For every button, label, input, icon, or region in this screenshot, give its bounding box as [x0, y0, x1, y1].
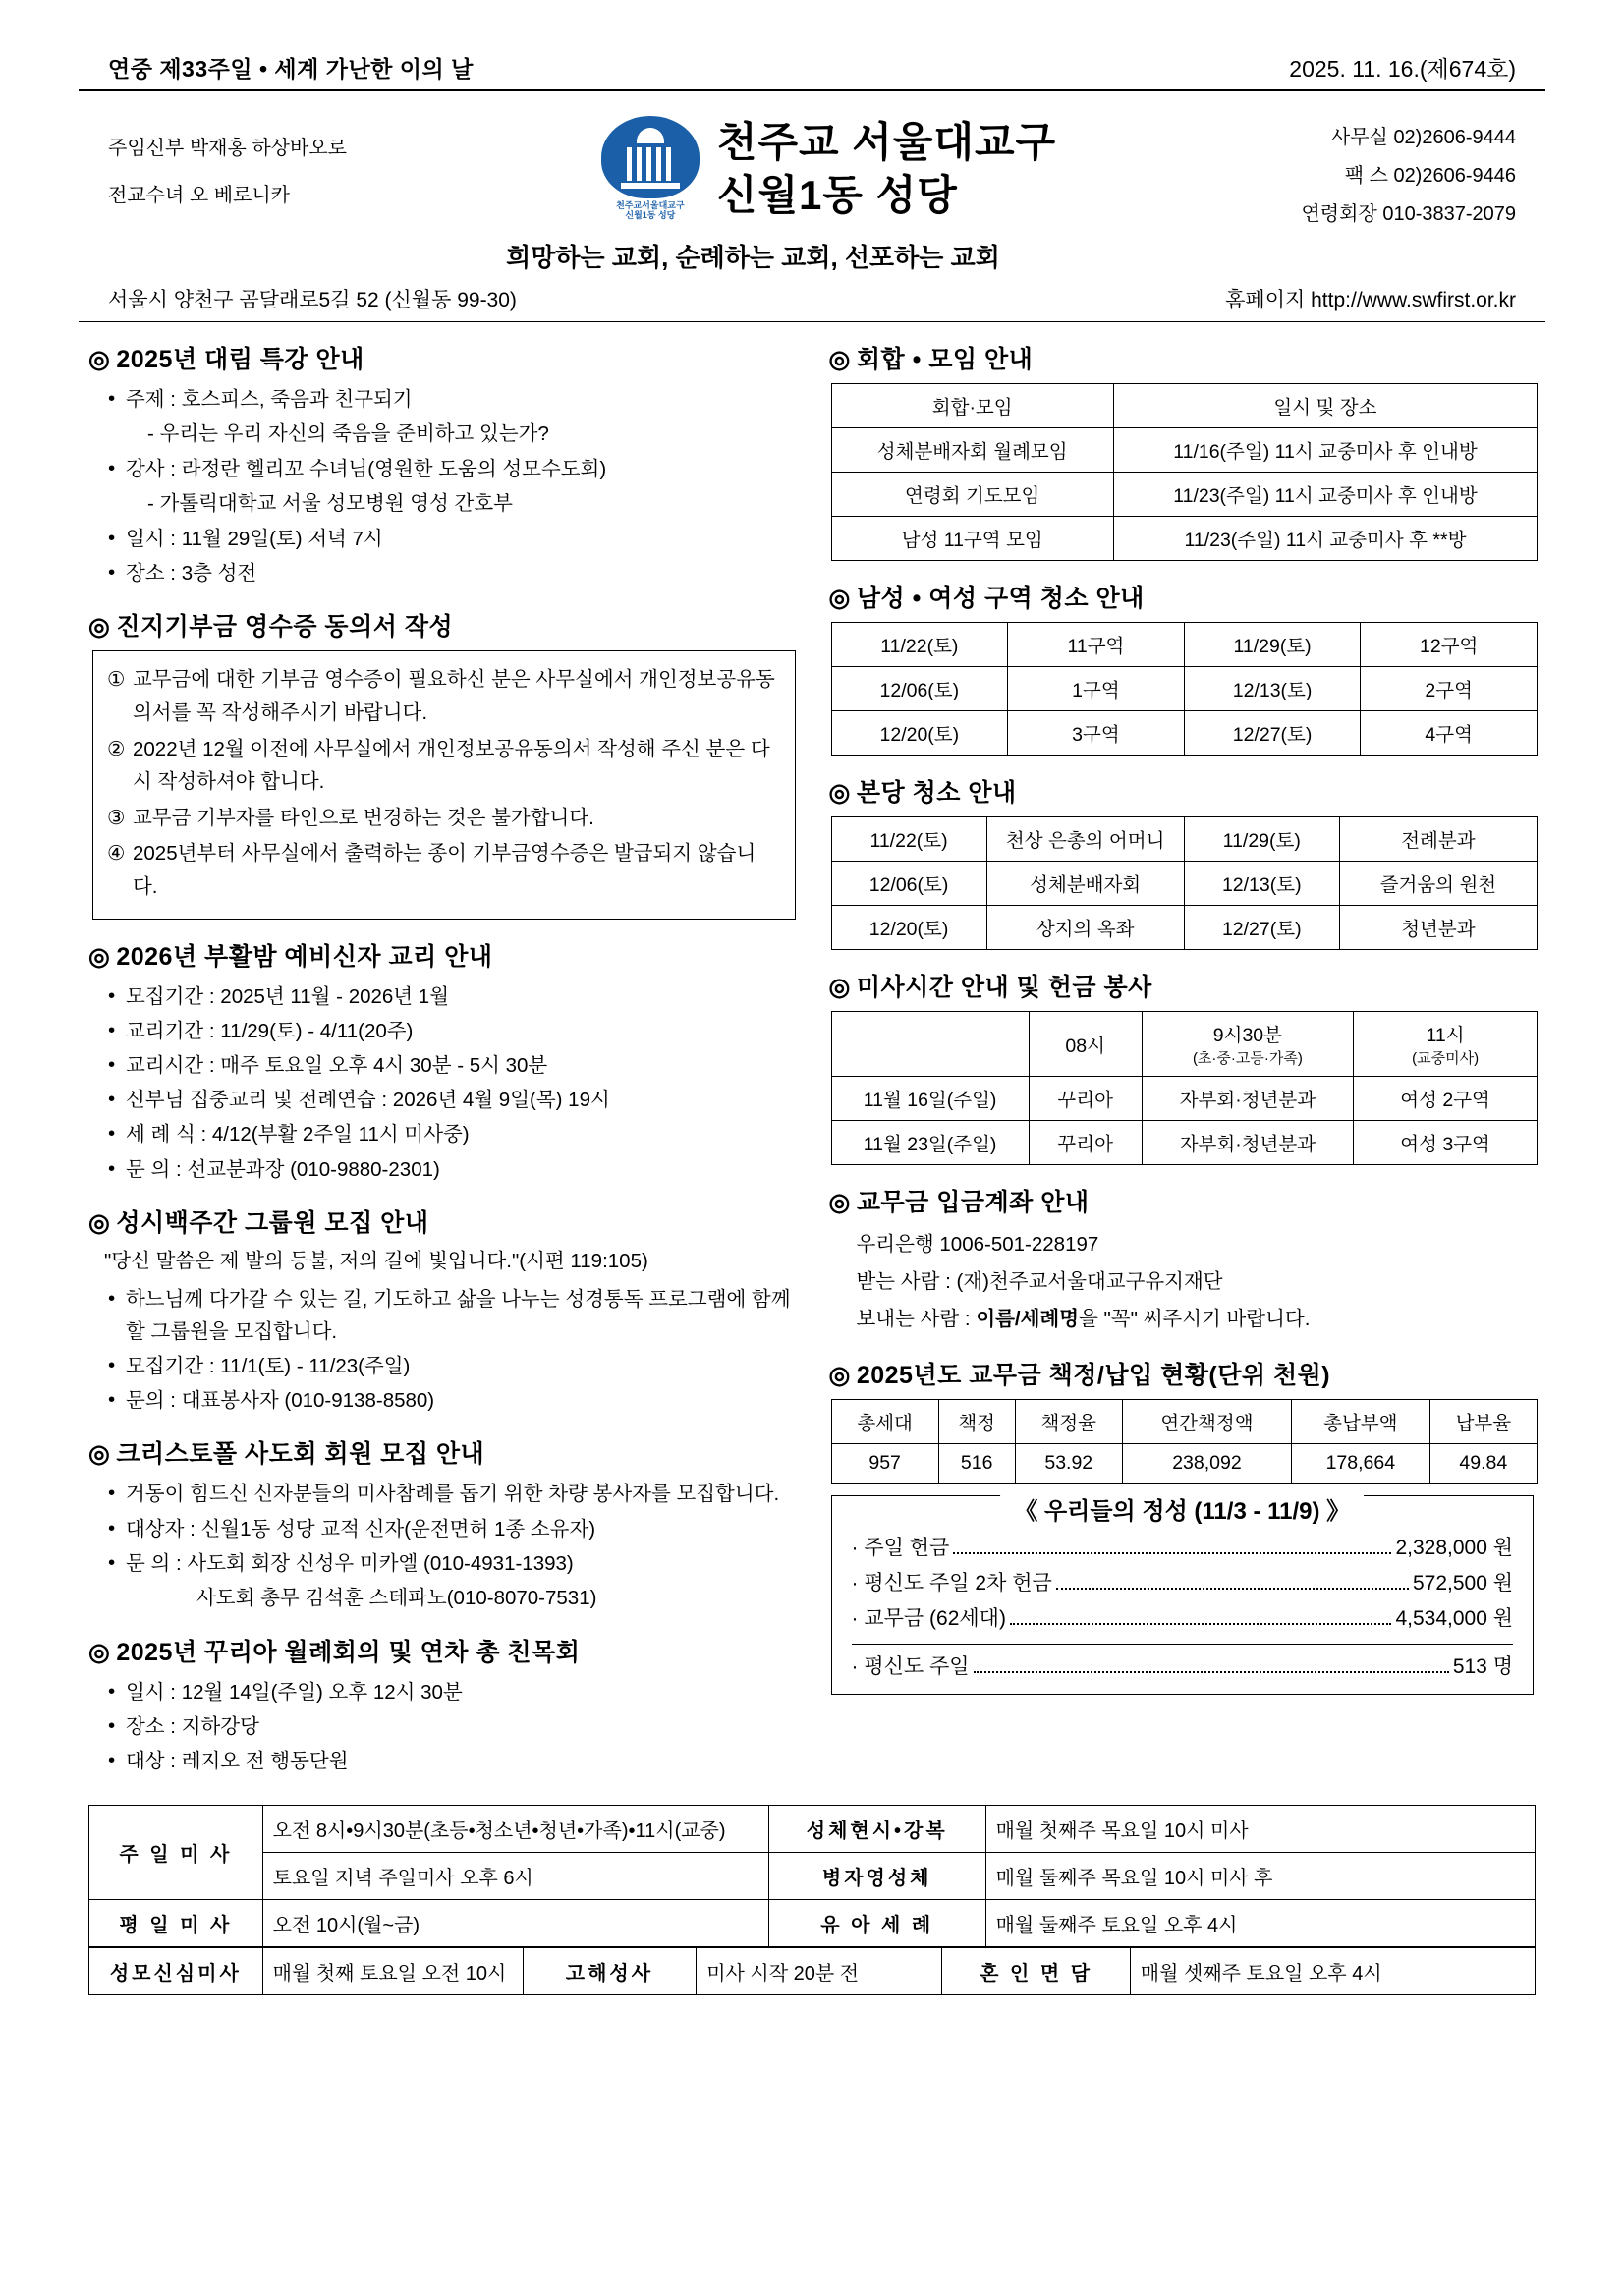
list-item: • 거동이 힘드신 신자분들의 미사참례를 돕기 위한 차량 봉사자를 모집합니다. [106, 1478, 796, 1510]
bullet-icon: ◎ [88, 346, 111, 373]
cell: 178,664 [1291, 1443, 1429, 1483]
cell: 매월 셋째주 토요일 오후 4시 [1130, 1948, 1535, 1995]
section-curia-title: ◎ 2025년 꾸리아 월례회의 및 연차 총 친목회 [88, 1638, 581, 1666]
column-header: 책정율 [1015, 1399, 1122, 1443]
list-item: • 일시 : 11월 29일(토) 저녁 7시 [106, 523, 796, 555]
cell: 오전 8시•9시30분(초등•청소년•청년•가족)•11시(교중) [262, 1806, 768, 1853]
bullet-icon: ◎ [828, 346, 851, 373]
dues-table [831, 1399, 1539, 1484]
cell: 11/16(주일) 11시 교중미사 후 인내방 [1113, 428, 1537, 473]
cell: 여성 2구역 [1354, 1077, 1538, 1121]
column-header: 납부율 [1429, 1399, 1537, 1443]
list-item: • 신부님 집중교리 및 전례연습 : 2026년 4월 9일(목) 19시 [106, 1084, 796, 1116]
cell: 자부회·청년분과 [1142, 1121, 1354, 1165]
list-item: • 하느님께 다가갈 수 있는 길, 기도하고 삶을 나누는 성경통독 프로그램에 함께 할 그룹원을 모집합니다. [106, 1283, 796, 1348]
section-zone-cleaning-title: ◎ 남성 • 여성 구역 청소 안내 [828, 585, 1145, 612]
table-row [831, 1121, 1538, 1165]
masthead [79, 91, 1545, 234]
cell: 여성 3구역 [1354, 1121, 1538, 1165]
cell: 11/23(주일) 11시 교중미사 후 **방 [1113, 517, 1537, 561]
bible-list [88, 1283, 796, 1418]
staff-block [108, 103, 432, 234]
cell: 11월 23일(주일) [831, 1121, 1029, 1165]
homepage-label: 홈페이지 [1225, 289, 1306, 311]
table-row [831, 623, 1538, 667]
top-line [79, 51, 1545, 89]
list-item-sub: - 가톨릭대학교 서울 성모병원 영성 간호부 [147, 492, 513, 516]
row-label: 성모신심미사 [89, 1948, 263, 1995]
list-item: • 문 의 : 사도회 회장 신성우 미카엘 (010-4931-1393) [106, 1547, 796, 1580]
cell: 11/22(토) [831, 623, 1008, 667]
list-item-sub: - 우리는 우리 자신의 죽음을 준비하고 있는가? [147, 422, 549, 446]
cell: 12구역 [1361, 623, 1538, 667]
list-item: • 문 의 : 선교분과장 (010-9880-2301) [106, 1153, 796, 1186]
receipt-list [107, 663, 779, 903]
list-item: ④ 2025년부터 사무실에서 출력하는 종이 기부금영수증은 발급되지 않습니다. [107, 842, 756, 899]
column-header [831, 1012, 1029, 1077]
list-item: • 문의 : 대표봉사자 (010-9138-8580) [106, 1384, 796, 1417]
cell: 238,092 [1122, 1443, 1291, 1483]
list-item: • 일시 : 12월 14일(주일) 오후 12시 30분 [106, 1676, 796, 1708]
cell: 12/27(토) [1184, 906, 1339, 950]
cell: 53.92 [1015, 1443, 1122, 1483]
cell: 11/29(토) [1184, 817, 1339, 862]
cell: 오전 10시(월~금) [262, 1900, 768, 1947]
cell: 12/06(토) [831, 667, 1008, 711]
column-header: 일시 및 장소 [1113, 384, 1537, 428]
schedule-table-extra [88, 1947, 1536, 1995]
table-header-row [831, 1399, 1538, 1443]
contact-block [1221, 103, 1516, 234]
homepage-url[interactable]: http://www.swfirst.or.kr [1311, 289, 1516, 311]
table-row [89, 1853, 1536, 1900]
offering-row: · 교무금 (62세대) 4,534,000 원 [851, 1606, 1513, 1630]
bullet-icon: ◎ [88, 1638, 111, 1666]
table-row [831, 1077, 1538, 1121]
row-label: 유 아 세 례 [768, 1900, 985, 1947]
section-mass-schedule-title: ◎ 미사시간 안내 및 헌금 봉사 [828, 974, 1152, 1001]
address-line [79, 274, 1545, 321]
bullet-icon: ◎ [828, 1189, 851, 1216]
cell: 11/22(토) [831, 817, 986, 862]
cell: 4구역 [1361, 711, 1538, 756]
cell: 즐거움의 원천 [1339, 862, 1537, 906]
bullet-icon: ◎ [828, 585, 851, 612]
bullet-icon: ◎ [828, 974, 851, 1001]
cell: 12/06(토) [831, 862, 986, 906]
meetings-table [831, 383, 1539, 561]
row-label: 평 일 미 사 [89, 1900, 263, 1947]
right-column [829, 340, 1537, 1779]
column-header: 총세대 [831, 1399, 938, 1443]
catechist-name: 전교수녀 오 베로니카 [108, 185, 290, 206]
offering-row: · 평신도 주일 2차 헌금 572,500 원 [851, 1571, 1513, 1595]
list-item: ② 2022년 12월 이전에 사무실에서 개인정보공유동의서 작성해 주신 분은 다시 작성하셔야 합니다. [107, 737, 770, 794]
cell: 성체분배자회 월례모임 [831, 428, 1113, 473]
bullet-icon: ◎ [88, 942, 111, 971]
contact-office: 사무실 02)2606-9444 [1330, 127, 1516, 148]
dot-leader [1010, 1623, 1392, 1625]
dot-leader [1056, 1588, 1409, 1590]
church-logo-icon [597, 116, 703, 222]
diocese-name: 천주교 서울대교구 [716, 118, 1057, 165]
receipt-notice-box [92, 650, 796, 919]
table-header-row [831, 1012, 1538, 1077]
cell: 상지의 옥좌 [986, 906, 1184, 950]
cell: 12/27(토) [1184, 711, 1361, 756]
bullet-icon: ◎ [828, 1361, 851, 1389]
footer-schedule [79, 1805, 1545, 1995]
homepage-block [1225, 284, 1516, 313]
table-header-row [831, 384, 1538, 428]
offerings-title: 《 우리들의 정성 (11/3 - 11/9) 》 [1000, 1491, 1364, 1526]
cell: 49.84 [1429, 1443, 1537, 1483]
section-meetings-title: ◎ 회합 • 모임 안내 [828, 346, 1034, 373]
row-label: 혼 인 면 담 [942, 1948, 1130, 1995]
account-number: 우리은행 1006-501-228197 [856, 1233, 1099, 1256]
cell: 12/20(토) [831, 906, 986, 950]
list-item: • 교리기간 : 11/29(토) - 4/11(20주) [106, 1015, 796, 1047]
account-sender-note: 보내는 사람 : 이름/세례명을 "꼭" 써주시기 바랍니다. [856, 1307, 1311, 1330]
cell: 토요일 저녁 주일미사 오후 6시 [262, 1853, 768, 1900]
table-row [89, 1806, 1536, 1853]
pastor-name: 주임신부 박재홍 하상바오로 [108, 138, 347, 159]
account-details [829, 1226, 1537, 1338]
cell: 12/20(토) [831, 711, 1008, 756]
list-item: • 대상 : 레지오 전 행동단원 [106, 1745, 796, 1777]
cell: 꾸리아 [1029, 1121, 1142, 1165]
cell: 매월 둘째주 토요일 오후 4시 [985, 1900, 1535, 1947]
advent-list [88, 383, 796, 589]
section-account-title: ◎ 교무금 입금계좌 안내 [828, 1189, 1090, 1216]
list-item: • 세 례 식 : 4/12(부활 2주일 11시 미사중) [106, 1118, 796, 1150]
catechism-list [88, 980, 796, 1186]
cell: 11구역 [1008, 623, 1185, 667]
list-item: • 장소 : 지하강당 [106, 1710, 796, 1743]
table-row [831, 428, 1538, 473]
contact-fax: 팩 스 02)2606-9446 [1344, 165, 1516, 187]
list-item: • 강사 : 라정란 헬리꼬 수녀님(영원한 도움의 성모수도회) [106, 453, 796, 485]
table-row [89, 1948, 1536, 1995]
cell: 전례분과 [1339, 817, 1537, 862]
list-item: • 장소 : 3층 성전 [106, 557, 796, 589]
cell: 매월 첫째 토요일 오전 10시 [262, 1948, 523, 1995]
zone-cleaning-table [831, 622, 1539, 756]
table-row [831, 862, 1538, 906]
bible-quote: "당신 말씀은 제 발의 등불, 저의 길에 빛입니다."(시편 119:105) [104, 1249, 648, 1272]
section-catechism-title: ◎ 2026년 부활밤 예비신자 교리 안내 [88, 942, 493, 971]
column-header: 9시30분 (초·중·고등·가족) [1142, 1012, 1354, 1077]
cell: 957 [831, 1443, 938, 1483]
issue-date: 2025. 11. 16.(제674호) [1289, 56, 1516, 82]
curia-list [88, 1676, 796, 1778]
table-row [831, 473, 1538, 517]
church-title [717, 116, 1056, 222]
church-cleaning-table [831, 816, 1539, 950]
cell: 11/23(주일) 11시 교중미사 후 인내방 [1113, 473, 1537, 517]
row-label: 병자영성체 [768, 1853, 985, 1900]
section-dues-title: ◎ 2025년도 교무금 책정/납입 현황(단위 천원) [828, 1361, 1331, 1389]
liturgical-day: 연중 제33주일 • 세계 가난한 이의 날 [108, 56, 474, 82]
parish-address: 서울시 양천구 곰달래로5길 52 (신월동 99-30) [108, 289, 517, 311]
offering-attendance-row: · 평신도 주일 513 명 [851, 1654, 1513, 1678]
church-identity [432, 103, 1221, 234]
table-row [89, 1900, 1536, 1947]
table-row [831, 517, 1538, 561]
row-label: 성체현시•강복 [768, 1806, 985, 1853]
table-row [831, 711, 1538, 756]
logo-caption-line1: 천주교서울대교구 [616, 199, 685, 210]
address-divider [79, 321, 1545, 322]
cell: 11/29(토) [1184, 623, 1361, 667]
cell: 2구역 [1361, 667, 1538, 711]
row-label: 고해성사 [523, 1948, 697, 1995]
list-item: ③ 교무금 기부자를 타인으로 변경하는 것은 불가합니다. [107, 806, 594, 829]
christopher-list [88, 1478, 796, 1614]
cell: 매월 둘째주 목요일 10시 미사 후 [985, 1853, 1535, 1900]
section-receipt-title: ◎ 진지기부금 영수증 동의서 작성 [88, 613, 454, 642]
bullet-icon: ◎ [88, 613, 111, 642]
account-receiver: 받는 사람 : (재)천주교서울대교구유지재단 [856, 1269, 1223, 1293]
cell: 연령회 기도모임 [831, 473, 1113, 517]
list-item: • 대상자 : 신월1동 성당 교적 신자(운전면허 1종 소유자) [106, 1513, 796, 1545]
cell: 성체분배자회 [986, 862, 1184, 906]
cell: 11월 16일(주일) [831, 1077, 1029, 1121]
cell: 매월 첫째주 목요일 10시 미사 [985, 1806, 1535, 1853]
bullet-icon: ◎ [828, 779, 851, 807]
list-item: • 모집기간 : 11/1(토) - 11/23(주일) [106, 1350, 796, 1382]
cell: 12/13(토) [1184, 862, 1339, 906]
cell: 516 [938, 1443, 1015, 1483]
list-item: ① 교무금에 대한 기부금 영수증이 필요하신 분은 사무실에서 개인정보공유동의서를 꼭 작성해주시기 바랍니다. [107, 668, 775, 725]
list-item: • 모집기간 : 2025년 11월 - 2026년 1월 [106, 980, 796, 1013]
cell: 천상 은총의 어머니 [986, 817, 1184, 862]
offering-row: · 주일 헌금 2,328,000 원 [851, 1536, 1513, 1559]
section-advent-title: ◎ 2025년 대림 특강 안내 [88, 346, 364, 373]
column-header: 11시 (교중미사) [1354, 1012, 1538, 1077]
list-item-sub: 사도회 총무 김석훈 스테파노(010-8070-7531) [196, 1587, 597, 1610]
cell: 꾸리아 [1029, 1077, 1142, 1121]
list-item: • 교리시간 : 매주 토요일 오후 4시 30분 - 5시 30분 [106, 1049, 796, 1082]
offerings-box [831, 1495, 1535, 1695]
cell: 청년분과 [1339, 906, 1537, 950]
column-header: 책정 [938, 1399, 1015, 1443]
section-bible-title: ◎ 성시백주간 그룹원 모집 안내 [88, 1208, 429, 1237]
parish-name: 신월1동 성당 [716, 171, 958, 218]
column-header: 08시 [1029, 1012, 1142, 1077]
table-row [831, 817, 1538, 862]
cell: 자부회·청년분과 [1142, 1077, 1354, 1121]
cell: 12/13(토) [1184, 667, 1361, 711]
dot-leader [974, 1671, 1449, 1673]
logo-caption-line2: 신월1동 성당 [625, 209, 676, 220]
cell: 3구역 [1008, 711, 1185, 756]
column-header: 연간책정액 [1122, 1399, 1291, 1443]
offerings-divider [852, 1644, 1514, 1645]
cell: 미사 시작 20분 전 [697, 1948, 942, 1995]
dot-leader [953, 1552, 1391, 1554]
table-row [831, 667, 1538, 711]
table-row [831, 906, 1538, 950]
list-item: • 주제 : 호스피스, 죽음과 친구되기 [106, 383, 796, 416]
left-column [88, 340, 796, 1779]
table-row [831, 1443, 1538, 1483]
row-label: 주 일 미 사 [89, 1806, 263, 1900]
section-christopher-title: ◎ 크리스토폴 사도회 회원 모집 안내 [88, 1440, 485, 1469]
column-header: 총납부액 [1291, 1399, 1429, 1443]
parish-slogan: 희망하는 교회, 순례하는 교회, 선포하는 교회 [506, 243, 1000, 272]
cell: 남성 11구역 모임 [831, 517, 1113, 561]
mass-schedule-table [831, 1011, 1539, 1165]
column-header: 회합·모임 [831, 384, 1113, 428]
content-columns [79, 340, 1545, 1779]
contact-chairman: 연령회장 010-3837-2079 [1301, 203, 1516, 225]
schedule-table [88, 1805, 1536, 1947]
cell: 1구역 [1008, 667, 1185, 711]
bullet-icon: ◎ [88, 1208, 111, 1237]
section-church-cleaning-title: ◎ 본당 청소 안내 [828, 779, 1017, 807]
bullet-icon: ◎ [88, 1440, 111, 1469]
